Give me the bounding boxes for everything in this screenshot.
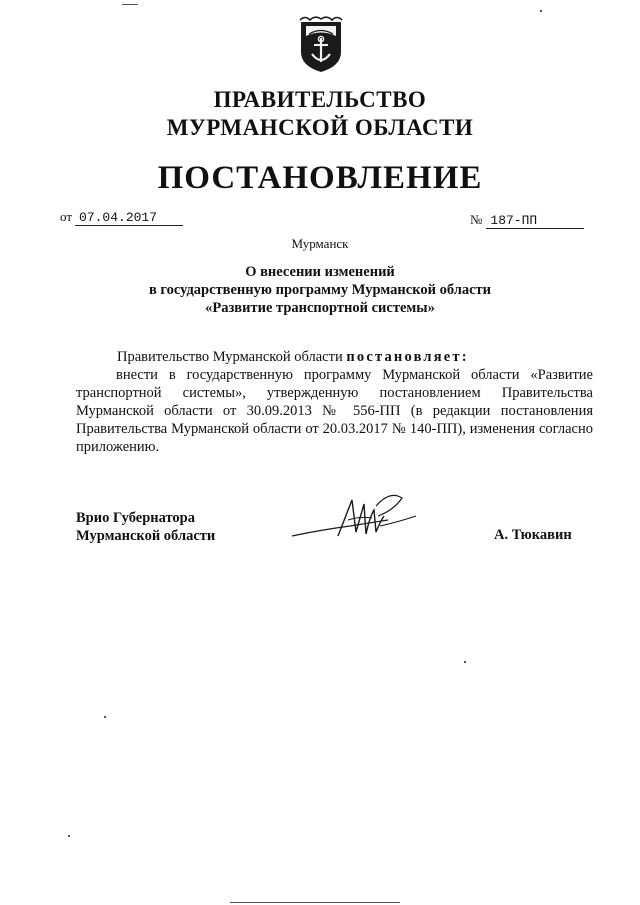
document-type-title: ПОСТАНОВЛЕНИЕ	[157, 160, 483, 196]
preamble-verb: постановляет:	[346, 349, 469, 365]
signatory-title-line-2: Мурманской области	[76, 528, 216, 544]
authority-line-2: МУРМАНСКОЙ ОБЛАСТИ	[166, 115, 474, 140]
authority-line-1: ПРАВИТЕЛЬСТВО	[213, 87, 427, 112]
number-value: 187-ПП	[486, 214, 584, 229]
document-subject	[0, 263, 640, 317]
resolution-body	[76, 366, 593, 456]
preamble-text: Правительство Мурманской области	[117, 349, 343, 365]
scan-artifact	[68, 835, 70, 837]
scan-artifact	[230, 902, 400, 903]
date-label: от	[60, 209, 73, 224]
scan-artifact	[540, 10, 542, 12]
signatory-title-line-1: Врио Губернатора	[76, 510, 195, 526]
document-number	[470, 212, 584, 229]
document-city: Мурманск	[291, 236, 349, 251]
coat-of-arms-icon	[298, 14, 344, 74]
resolution-paragraph: внести в государственную программу Мурманской области «Развитие транспортной системы», утвержденную постановлением Правительства Мурманской области от 30.09.2013 № 556-ПП (в редакции постановления Правительства Мурманской области от 20.03.2017 № 140-ПП), изменения согласно приложению.	[76, 367, 593, 455]
number-label: №	[470, 212, 483, 227]
scan-artifact	[464, 661, 466, 663]
issuing-authority	[0, 86, 640, 142]
date-value: 07.04.2017	[75, 211, 183, 226]
scan-artifact	[104, 716, 106, 718]
scan-artifact	[122, 4, 138, 5]
subject-line-1: О внесении изменений	[245, 264, 395, 280]
handwritten-signature-icon	[290, 486, 420, 548]
subject-line-3: «Развитие транспортной системы»	[205, 300, 435, 316]
signatory-title	[76, 509, 215, 545]
signatory-name: А. Тюкавин	[494, 527, 572, 543]
subject-line-2: в государственную программу Мурманской области	[148, 282, 492, 298]
document-date	[60, 209, 183, 226]
preamble	[117, 349, 469, 366]
